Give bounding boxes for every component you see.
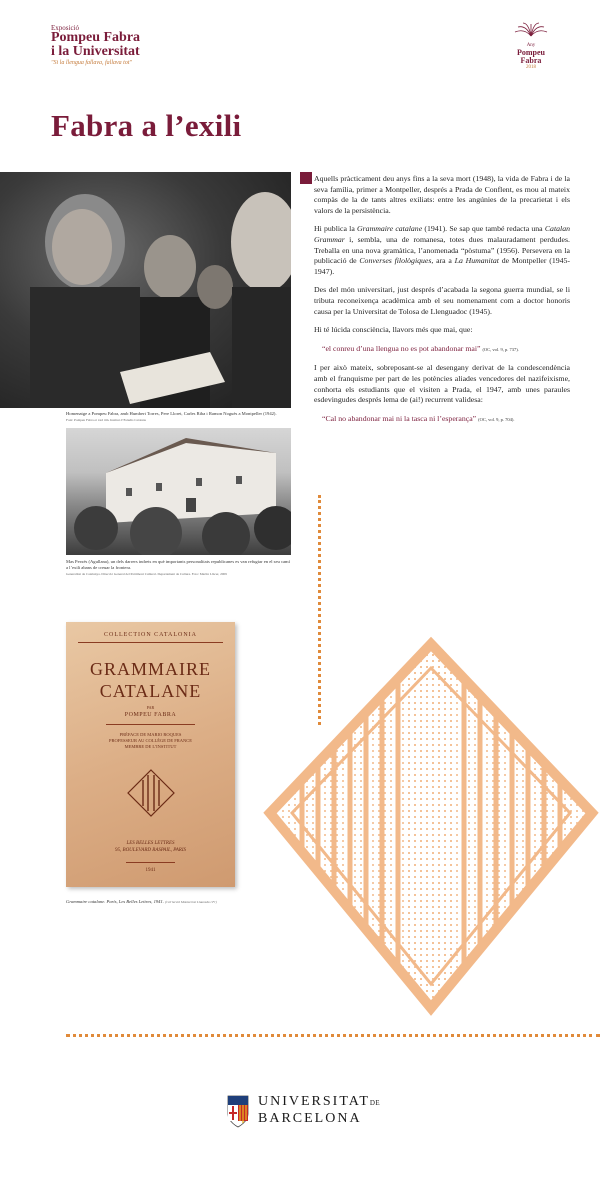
paragraph-3: Des del món universitari, just després d’acabada la segona guerra mundial, se li tributa reconeixença acadèmica amb el seu nomenament com a doctor honoris causa per la Universitat de Tolosa de Llenguadoc (1945). <box>314 285 570 316</box>
logo-pompeu: Pompeu <box>517 48 545 57</box>
university-shield-icon <box>226 1092 250 1128</box>
exhibition-title <box>51 31 211 59</box>
book-rule-bottom <box>126 862 175 863</box>
paragraph-2: Hi publica la Grammaire catalane (1941). Se sap que també redacta una Catalan Grammar i, sembla, una de romanesa, totes dues malauradament perdudes. Treballa en una nova gramàtica, l’anomenada “pòstuma” (1956). Persevera en la publicació de Converses filològiques, ara a La Humanitat de Montpeller (1945-1947). <box>314 224 571 276</box>
exhibition-title-line1: Pompeu Fabra <box>51 30 141 45</box>
book-caption-text: Grammaire catalane. París, Les Belles Lettres, 1941. <box>66 899 164 904</box>
book-title-line1: GRAMMAIRE <box>89 659 211 679</box>
book-preface-line2: PROFESSEUR AU COLLÈGE DE FRANCE <box>108 738 192 743</box>
book-diamond-emblem-icon <box>126 768 176 818</box>
main-text <box>314 174 570 433</box>
photo-group-portrait-icon <box>0 172 291 408</box>
logo-any: Any <box>526 43 536 48</box>
book-publisher-line2: 95, BOULEVARD RASPAIL, PARIS <box>115 848 186 853</box>
university-name <box>258 1094 380 1126</box>
quote-1: “el conreu d’una llengua no es pot abandonar mai” (OC, vol. 9, p. 737). <box>322 343 519 353</box>
dotted-horizontal-line <box>66 1034 600 1037</box>
photo1-caption-text: Homenatge a Pompeu Fabra, amb Humbert Torres, Pere Lloret, Carles Riba i Ramon Noguès a Montpeller (1942). <box>66 411 277 416</box>
book-publisher <box>66 840 235 854</box>
university-line1: UNIVERSITATDE <box>258 1094 381 1109</box>
paragraph-1: Aquells pràcticament deu anys fins a la seva mort (1948), la vida de Fabra i de la seva família, primer a Montpeller, després a Prada de Conflent, es mou al mateix compàs de la de tants altres exiliats: entre les angúnies de la precarietat i els valors de la persistència. <box>314 174 570 215</box>
photo2-credit: Generalitat de Catalunya. Direcció General del Patrimoni Cultural. Departament de Cultura. Foto: Martín Llácer, 2009 <box>66 572 227 576</box>
decorative-diamond-icon <box>262 628 600 1028</box>
book-collection: COLLECTION CATALONIA <box>103 632 197 638</box>
book-title <box>66 658 235 702</box>
book-preface <box>66 732 235 750</box>
book-publisher-line1: LES BELLES LETTRES <box>126 841 175 846</box>
book-title-line2: CATALANE <box>99 681 202 701</box>
book-cover-grammaire-catalane <box>66 622 235 887</box>
quote-2: “Cal no abandonar mai ni la tasca ni l’esperança” (OC, vol. 9, p. 704). <box>322 413 515 423</box>
book-rule-top <box>78 642 223 643</box>
photo1-caption <box>66 411 291 423</box>
paragraph-4: Hi té lúcida consciència, llavors més que mai, que: <box>314 325 473 335</box>
book-year: 1941 <box>145 868 156 873</box>
exhibition-kicker: Exposició <box>51 24 79 32</box>
book-preface-line3: MEMBRE DE L’INSTITUT <box>124 744 177 749</box>
book-author: POMPEU FABRA <box>124 712 177 718</box>
photo-mas-perxes <box>66 428 291 555</box>
photo1-credit: Font: Pompeu Fabra et totd tim. Institut d’Estudis Catalans <box>66 418 146 422</box>
university-line2: BARCELONA <box>258 1111 362 1126</box>
photo2-caption-text: Mas Perxés (Agullana), un dels darrers indrets en què importants personalitats republicanes es van refugiar en el seu camí a l’exili abans de creuar la frontera. <box>66 559 290 570</box>
photo2-caption <box>66 559 291 577</box>
book-credit: (Col·lecció Montserrat Llaurado i Fr) <box>165 900 217 904</box>
page-title: Fabra a l’exili <box>51 108 242 143</box>
paragraph-5: I per això mateix, sobreposant-se al desengany derivat de la condescendència amb el franquisme per part de les potències aliades vencedores del nazifeixisme, conhorta els estudiants que el visiten a Prada, el 1947, amb unes paraules esdevingudes després lema de (ai!) recurrent validesa: <box>314 363 570 405</box>
exhibition-title-line2: i la Universitat <box>51 44 140 59</box>
book-preface-line1: PRÉFACE DE MARIO ROQUES <box>119 732 182 737</box>
section-marker <box>300 172 312 184</box>
open-book-logo-icon <box>514 22 548 38</box>
book-rule-mid <box>106 724 195 725</box>
book-par: PAR <box>146 705 155 710</box>
photo-farmhouse-icon <box>66 428 291 555</box>
logo-fabra: Fabra <box>520 56 542 65</box>
any-pompeu-fabra-logo <box>506 22 556 71</box>
exhibition-subtitle: "Si la llengua fallava, fallava tot" <box>51 60 133 66</box>
photo-homage-fabra <box>0 172 291 408</box>
logo-year: 2018 <box>526 65 536 70</box>
